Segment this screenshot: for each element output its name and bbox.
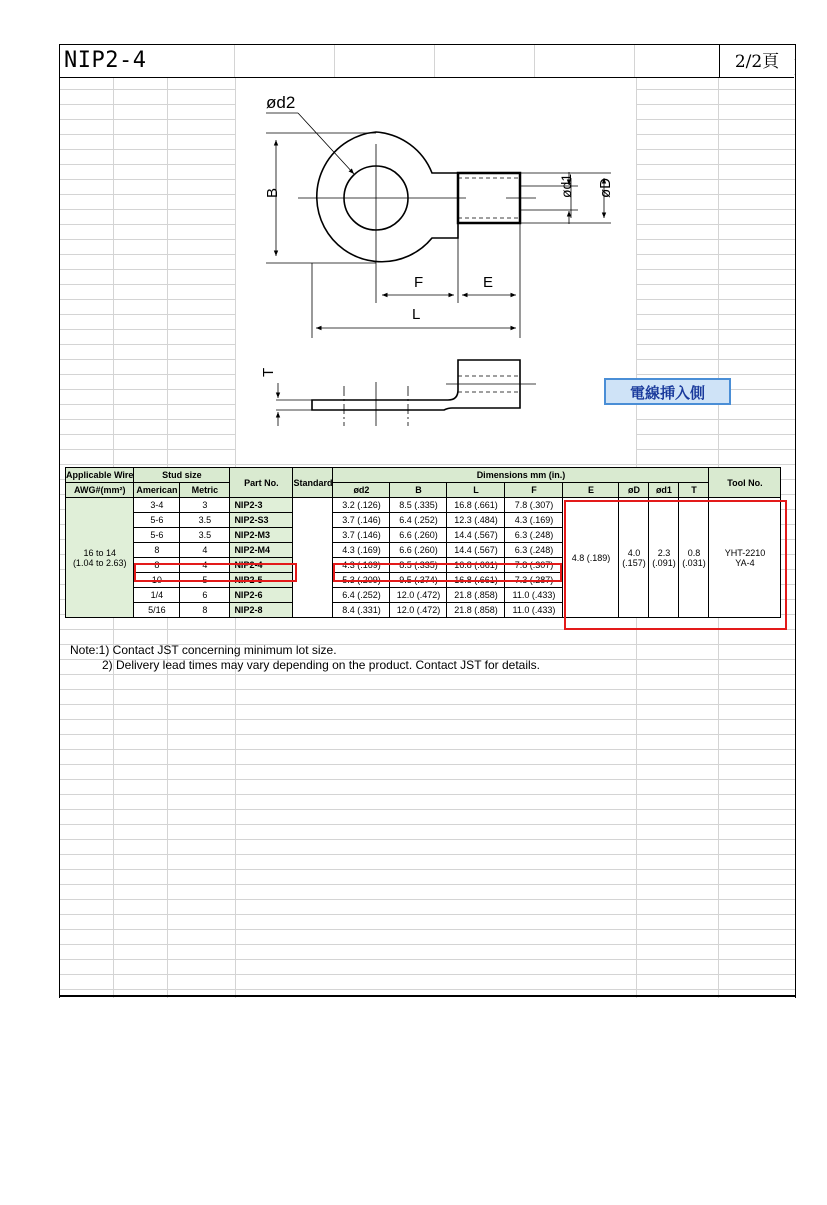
header-american: American [134,483,180,498]
cell-american: 5-6 [134,528,180,543]
cell-od2: 4.3 (.169) [333,543,390,558]
cell-od2: 3.7 (.146) [333,528,390,543]
terminal-drawing-svg [236,78,636,456]
cell-F: 6.3 (.248) [505,543,563,558]
label-od1: ød1 [558,173,574,198]
table-subheader-row [66,483,781,498]
tool-1: YHT-2210 [724,547,766,558]
header-L: L [447,483,505,498]
side-view [312,360,520,410]
title-row [60,45,794,78]
header-od1: ød1 [649,483,679,498]
cell-part: NIP2-M3 [230,528,293,543]
cell-metric: 4 [180,558,230,573]
header-metric: Metric [180,483,230,498]
od1-value: 2.3 [657,547,671,558]
od1-inch: (.091) [652,557,676,568]
cell-od2: 3.2 (.126) [333,498,390,513]
cell-L: 16.8 (.661) [447,573,505,588]
spec-table [65,467,781,618]
sheet-bottom-border [59,995,796,997]
cell-oD [619,498,649,618]
cell-american: 5/16 [134,603,180,618]
cell-L: 14.4 (.567) [447,528,505,543]
cell-L: 12.3 (.484) [447,513,505,528]
header-standard: Standard [293,468,333,498]
cell-part: NIP2-5 [230,573,293,588]
cell-L: 16.8 (.661) [447,558,505,573]
header-F: F [505,483,563,498]
note-line-1: Note:1) Contact JST concerning minimum lot size. [70,643,337,657]
header-oD: øD [619,483,649,498]
cell-B: 6.6 (.260) [390,543,447,558]
cell-B: 8.5 (.335) [390,498,447,513]
page-number: 2/2頁 [719,45,794,77]
side-profile [312,360,520,410]
table-row [66,498,781,513]
oD-value: 4.0 [627,547,641,558]
cell-metric: 8 [180,603,230,618]
cell-T [679,498,709,618]
cell-F: 11.0 (.433) [505,603,563,618]
header-od2: ød2 [333,483,390,498]
header-B: B [390,483,447,498]
cell-B: 12.0 (.472) [390,603,447,618]
cell-part: NIP2-6 [230,588,293,603]
top-view [317,132,520,262]
cell-american: 8 [134,558,180,573]
cell-metric: 6 [180,588,230,603]
terminal-drawing [236,78,636,456]
note-line-2: 2) Delivery lead times may vary depending on the product. Contact JST for details. [102,658,540,672]
title-row-grid [164,45,720,77]
ring-outline [317,132,458,262]
cell-part: NIP2-3 [230,498,293,513]
wire-insert-side-label: 電線挿入側 [604,378,731,405]
label-F: F [414,274,424,291]
label-T: T [260,367,277,377]
label-L: L [412,306,421,323]
cell-od2: 3.7 (.146) [333,513,390,528]
cell-L: 21.8 (.858) [447,603,505,618]
cell-F: 7.8 (.307) [505,498,563,513]
header-tool-no: Tool No. [709,468,781,498]
cell-part: NIP2-8 [230,603,293,618]
cell-part: NIP2-4 [230,558,293,573]
cell-od2: 6.4 (.252) [333,588,390,603]
cell-standard [293,498,333,618]
cell-metric: 3.5 [180,528,230,543]
table-header-row [66,468,781,483]
cell-B: 6.6 (.260) [390,528,447,543]
cell-american: 5-6 [134,513,180,528]
cell-od2: 8.4 (.331) [333,603,390,618]
cell-american: 1/4 [134,588,180,603]
header-E: E [563,483,619,498]
T-value: 0.8 [687,547,701,558]
cell-metric: 5 [180,573,230,588]
cell-B: 6.4 (.252) [390,513,447,528]
awg-mm: (1.04 to 2.63) [72,557,127,568]
cell-F: 11.0 (.433) [505,588,563,603]
tool-2: YA-4 [735,557,755,568]
page-title: NIP2-4 [64,48,147,73]
cell-F: 4.3 (.169) [505,513,563,528]
cell-part: NIP2-S3 [230,513,293,528]
cell-od2: 5.3 (.209) [333,573,390,588]
cell-B: 9.5 (.374) [390,573,447,588]
cell-american: 10 [134,573,180,588]
cell-B: 12.0 (.472) [390,588,447,603]
cell-part: NIP2-M4 [230,543,293,558]
cell-F: 6.3 (.248) [505,528,563,543]
oD-inch: (.157) [622,557,646,568]
label-od2: ød2 [266,93,296,112]
cell-american: 3-4 [134,498,180,513]
label-E: E [483,274,494,291]
notes [70,643,540,673]
cell-metric: 3 [180,498,230,513]
cell-metric: 4 [180,543,230,558]
header-T: T [679,483,709,498]
cell-B: 8.5 (.335) [390,558,447,573]
cell-L: 14.4 (.567) [447,543,505,558]
header-stud-size: Stud size [134,468,230,483]
T-inch: (.031) [682,557,706,568]
header-applicable-wire: Applicable Wire [66,468,134,483]
cell-tool [709,498,781,618]
header-part-no: Part No. [230,468,293,498]
awg-value: 16 to 14 [83,547,116,558]
header-dimensions: Dimensions mm (in.) [333,468,709,483]
cell-L: 21.8 (.858) [447,588,505,603]
label-B: B [264,187,281,198]
awg-cell [66,498,134,618]
cell-american: 8 [134,543,180,558]
cell-L: 16.8 (.661) [447,498,505,513]
header-awg: AWG#(mm²) [66,483,134,498]
label-oD: øD [597,178,614,198]
cell-od2: 4.3 (.169) [333,558,390,573]
cell-F: 7.8 (.307) [505,558,563,573]
cell-F: 7.3 (.287) [505,573,563,588]
cell-metric: 3.5 [180,513,230,528]
cell-E: 4.8 (.189) [563,498,619,618]
cell-od1 [649,498,679,618]
